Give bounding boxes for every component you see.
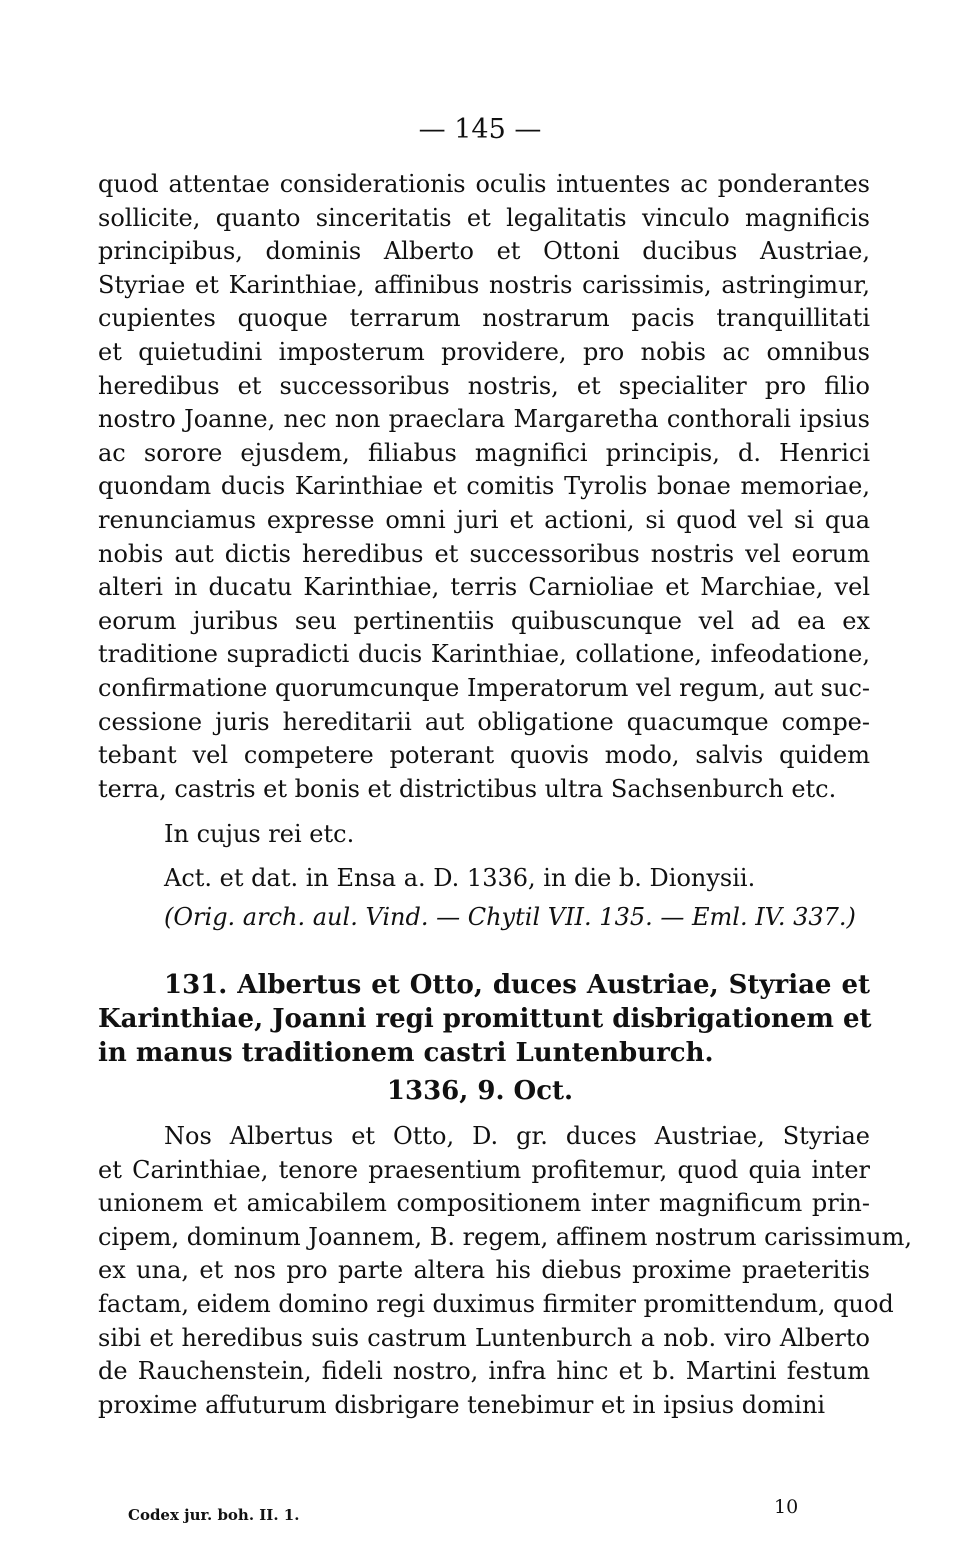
text-line: sollicite, quanto sinceritatis et legalitatis vinculo magnificis bbox=[98, 203, 870, 232]
text-line: ex una, et nos pro parte altera his diebus proxime praeteritis bbox=[98, 1256, 870, 1285]
heading-date: 1336, 9. Oct. bbox=[386, 1076, 574, 1106]
text-line: ac sorore ejusdem, filiabus magnifici principis, d. Henrici bbox=[98, 438, 870, 467]
text-line: principibus, dominis Alberto et Ottoni ducibus Austriae, bbox=[98, 237, 870, 266]
text-line: alteri in ducatu Karinthiae, terris Carnioliae et Marchiae, vel bbox=[98, 573, 870, 602]
text-line: et quietudini imposterum providere, pro nobis ac omnibus bbox=[98, 337, 870, 366]
text-line: heredibus et successoribus nostris, et specialiter pro filio bbox=[98, 371, 870, 400]
text-line: traditione supradicti ducis Karinthiae, collatione, infeodatione, bbox=[98, 640, 870, 669]
text-line: nostro Joanne, nec non praeclara Margaretha conthorali ipsius bbox=[98, 405, 870, 434]
text-line: tebant vel competere poterant quovis modo, salvis quidem bbox=[98, 741, 870, 770]
text-line: proxime affuturum disbrigare tenebimur et in ipsius domini bbox=[98, 1390, 826, 1419]
dating-clause: Act. et dat. in Ensa a. D. 1336, in die b. Dionysii. bbox=[164, 864, 756, 892]
text-line: cupientes quoque terrarum nostrarum pacis tranquillitati bbox=[98, 304, 870, 333]
signature-number: 10 bbox=[774, 1496, 799, 1518]
text-line: et Carinthiae, tenore praesentium profitemur, quod quia inter bbox=[98, 1155, 870, 1184]
text-line: factam, eidem domino regi duximus firmiter promittendum, quod bbox=[98, 1289, 894, 1318]
text-line: 131. Albertus et Otto, duces Austriae, Styriae et bbox=[164, 970, 870, 1000]
page-number: — 145 — bbox=[418, 114, 542, 145]
text-line: renunciamus expresse omni juri et actioni, si quod vel si qua bbox=[98, 505, 870, 534]
text-line: cessione juris hereditarii aut obligatione quacumque compe- bbox=[98, 707, 870, 736]
text-line: confirmatione quorumcunque Imperatorum vel regum, aut suc- bbox=[98, 673, 870, 702]
text-line: de Rauchenstein, fideli nostro, infra hinc et b. Martini festum bbox=[98, 1357, 870, 1386]
text-line: cipem, dominum Joannem, B. regem, affinem nostrum carissimum, bbox=[98, 1222, 912, 1251]
document-heading bbox=[98, 968, 870, 1070]
paragraph-2 bbox=[98, 1120, 912, 1422]
text-line: terra, castris et bonis et districtibus ultra Sachsenburch etc. bbox=[98, 774, 837, 803]
text-line: in manus traditionem castri Luntenburch. bbox=[98, 1038, 714, 1068]
source-citation: (Orig. arch. aul. Vind. — Chytil VII. 135. — Eml. IV. 337.) bbox=[164, 903, 856, 931]
text-line: unionem et amicabilem compositionem inter magnificum prin- bbox=[98, 1189, 870, 1218]
text-line: quondam ducis Karinthiae et comitis Tyrolis bonae memoriae, bbox=[98, 472, 870, 501]
paragraph-1 bbox=[98, 168, 870, 806]
signature-mark: Codex jur. boh. II. 1. bbox=[128, 1506, 300, 1524]
text-line: Karinthiae, Joanni regi promittunt disbrigationem et bbox=[98, 1004, 872, 1034]
text-line: quod attentae considerationis oculis intuentes ac ponderantes bbox=[98, 170, 870, 198]
closing-formula: In cujus rei etc. bbox=[164, 820, 355, 848]
text-line: nobis aut dictis heredibus et successoribus nostris vel eorum bbox=[98, 539, 870, 568]
text-line: Styriae et Karinthiae, affinibus nostris carissimis, astringimur, bbox=[98, 270, 870, 299]
closing-block bbox=[98, 818, 870, 852]
text-line: sibi et heredibus suis castrum Luntenburch a nob. viro Alberto bbox=[98, 1323, 870, 1352]
text-line: eorum juribus seu pertinentiis quibuscunque vel ad ea ex bbox=[98, 606, 870, 635]
dating-block bbox=[98, 862, 870, 896]
text-line: Nos Albertus et Otto, D. gr. duces Austriae, Styriae bbox=[164, 1122, 870, 1150]
